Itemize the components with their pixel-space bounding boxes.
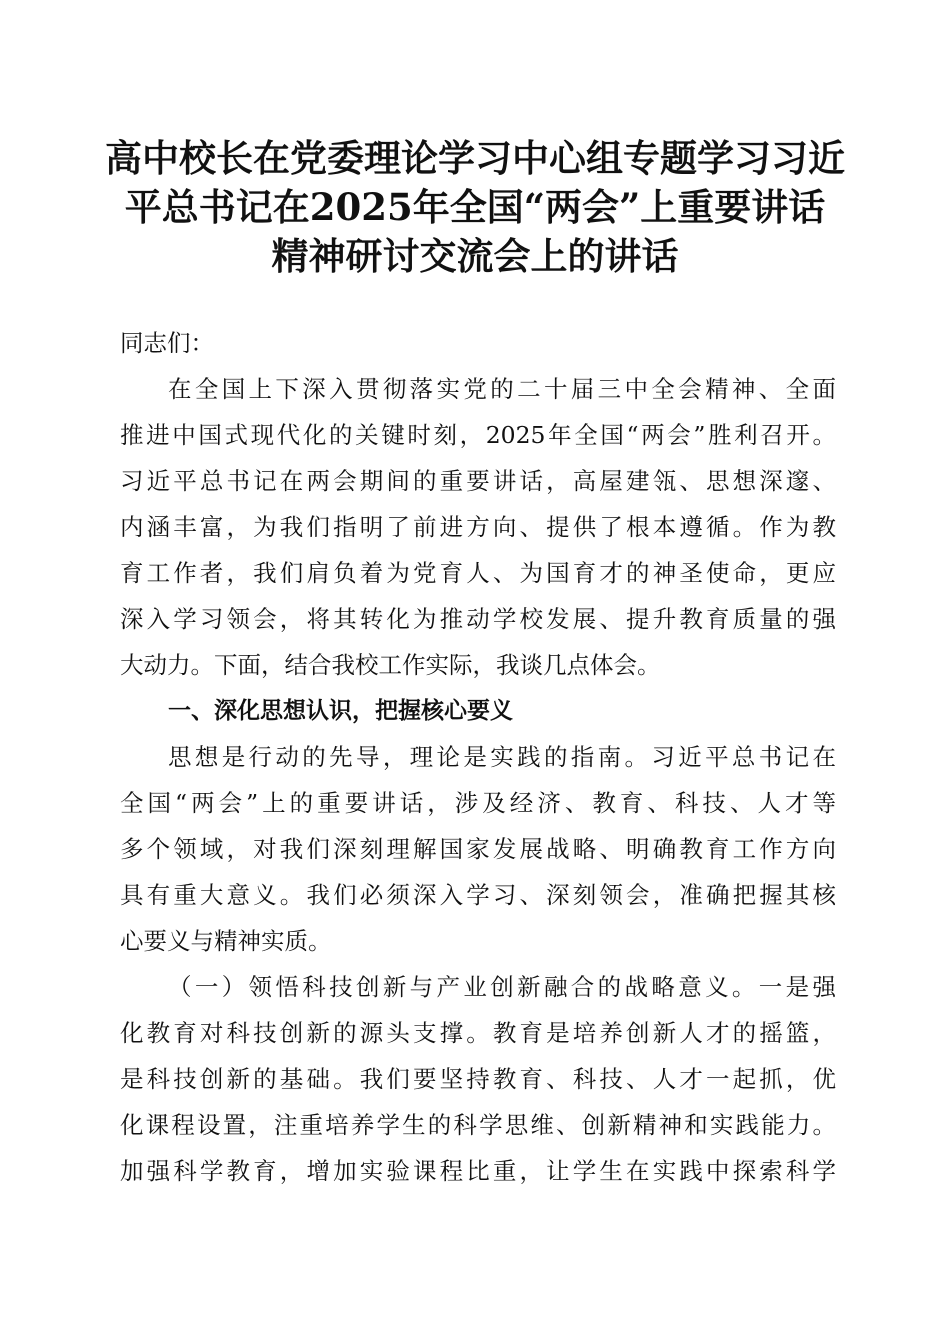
subsection-1-line-3: 是科技创新的基础。我们要坚持教育、科技、人才一起抓，优: [120, 1065, 836, 1093]
section-1-line-4: 具有重大意义。我们必须深入学习、深刻领会，准确把握其核: [120, 881, 836, 909]
intro-line-7: 大动力。下面，结合我校工作实际，我谈几点体会。: [120, 651, 661, 679]
intro-line-3: 习近平总书记在两会期间的重要讲话，高屋建瓴、思想深邃、: [120, 467, 836, 495]
title-line-2: 平总书记在2025年全国“两会”上重要讲话: [124, 185, 826, 229]
section-1-heading: 一、深化思想认识，把握核心要义: [168, 698, 513, 724]
intro-line-5: 育工作者，我们肩负着为党育人、为国育才的神圣使命，更应: [120, 559, 836, 587]
document-title: [100, 134, 850, 281]
subsection-1-line-4: 化课程设置，注重培养学生的科学思维、创新精神和实践能力。: [120, 1111, 836, 1139]
subsection-1-line-5: 加强科学教育，增加实验课程比重，让学生在实践中探索科学: [120, 1157, 836, 1185]
document-body: [120, 320, 836, 1194]
intro-line-2: 推进中国式现代化的关键时刻，2025年全国“两会”胜利召开。: [120, 421, 836, 449]
section-1-line-2: 全国“两会”上的重要讲话，涉及经济、教育、科技、人才等: [120, 789, 836, 817]
section-1-line-5: 心要义与精神实质。: [120, 927, 332, 955]
title-line-1: 高中校长在党委理论学习中心组专题学习习近: [105, 136, 845, 180]
subsection-1-line-2: 化教育对科技创新的源头支撑。教育是培养创新人才的摇篮，: [120, 1019, 836, 1047]
subsection-1-line-1: （一）领悟科技创新与产业创新融合的战略意义。一是强: [168, 973, 836, 1001]
intro-line-4: 内涵丰富，为我们指明了前进方向、提供了根本遵循。作为教: [120, 513, 836, 541]
section-1-line-1: 思想是行动的先导，理论是实践的指南。习近平总书记在: [168, 743, 836, 771]
intro-line-1: 在全国上下深入贯彻落实党的二十届三中全会精神、全面: [168, 375, 836, 403]
title-line-3: 精神研讨交流会上的讲话: [271, 234, 679, 278]
salutation: 同志们：: [120, 329, 214, 357]
section-1-line-3: 多个领域，对我们深刻理解国家发展战略、明确教育工作方向: [120, 835, 836, 863]
intro-line-6: 深入学习领会，将其转化为推动学校发展、提升教育质量的强: [120, 605, 836, 633]
